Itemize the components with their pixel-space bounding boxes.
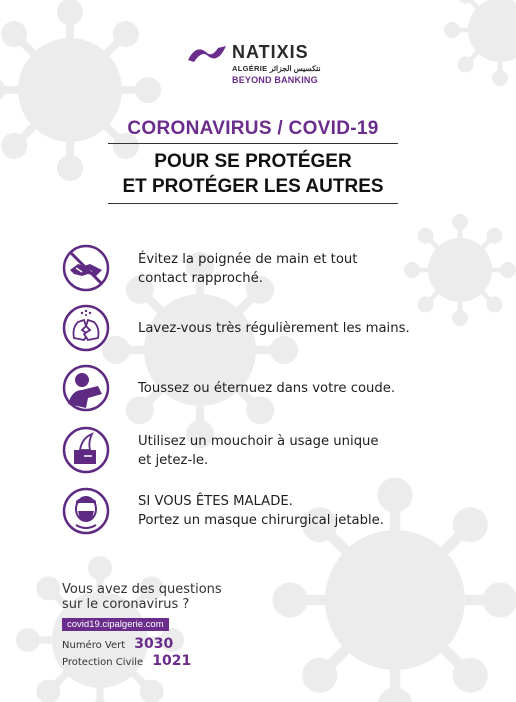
tip-line: SI VOUS ÊTES MALADE. [138, 494, 293, 509]
tip-line: Évitez la poignée de main et tout [138, 252, 358, 267]
logo-sub-latin: ALGÉRIE [232, 64, 268, 73]
question-line-2: sur le coronavirus ? [62, 597, 190, 612]
green-number[interactable]: 3030 [134, 636, 174, 652]
website-link[interactable]: covid19.cipalgerie.com [62, 618, 169, 631]
tip-line: Lavez-vous très régulièrement les mains. [138, 321, 410, 336]
tip-item-handshake [62, 244, 482, 294]
hand-washing-icon [62, 304, 110, 352]
logo-sub-arabic: نتكسيس الجزائر [269, 64, 321, 73]
civil-protection-number[interactable]: 1021 [152, 653, 192, 669]
question-line-1: Vous avez des questions [62, 582, 222, 597]
tip-text [138, 319, 410, 338]
tip-item-handwash [62, 304, 482, 354]
tip-text [138, 379, 395, 398]
tissue-box-icon [62, 426, 110, 474]
tip-item-cough [62, 364, 482, 414]
tip-text [138, 432, 379, 470]
contact-footer [62, 582, 282, 669]
logo-tagline: BEYOND BANKING [232, 75, 318, 85]
civil-protection-label: Protection Civile [62, 657, 144, 668]
tip-item-mask [62, 487, 482, 537]
logo-brand: NATIXIS [232, 42, 309, 62]
tip-line: Portez un masque chirurgical jetable. [138, 513, 384, 528]
subtitle-line-1: POUR SE PROTÉGER [154, 151, 352, 173]
tip-line: contact rapproché. [138, 271, 263, 286]
face-mask-icon [62, 487, 110, 535]
page-title: CORONAVIRUS / COVID-19 [127, 118, 379, 139]
cough-in-elbow-icon [62, 364, 110, 412]
civil-protection-row [62, 650, 282, 669]
green-number-label: Numéro Vert [62, 640, 126, 651]
tip-line: Utilisez un mouchoir à usage unique [138, 434, 379, 449]
subtitle-line-2: ET PROTÉGER LES AUTRES [122, 176, 384, 198]
no-handshake-icon [62, 244, 110, 292]
tip-line: et jetez-le. [138, 453, 209, 468]
tip-text [138, 492, 384, 530]
tip-text [138, 250, 357, 288]
tip-line: Toussez ou éternuez dans votre coude. [138, 381, 396, 396]
tip-item-tissue [62, 426, 482, 476]
